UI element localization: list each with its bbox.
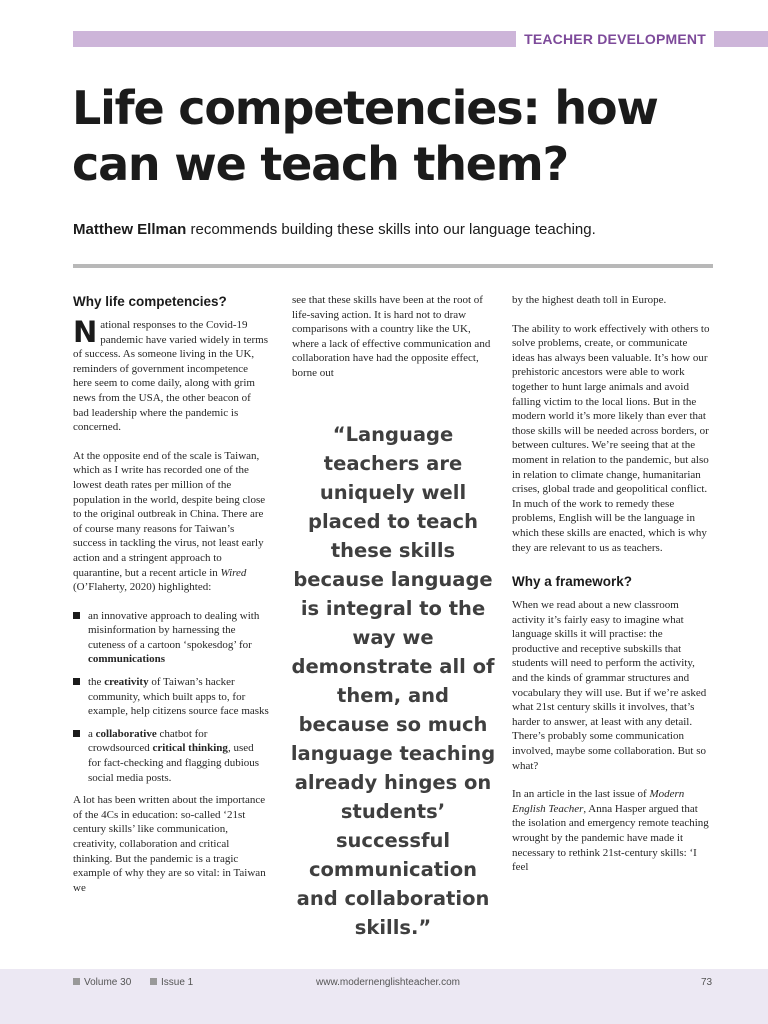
list-item: an innovative approach to dealing with misinformation by harnessing the cuteness of a cartoon ‘spokesdog’ for communications — [73, 609, 269, 667]
list-item: a collaborative chatbot for crowdsourced critical thinking, used for fact-checking and flagging dubious social media posts. — [73, 727, 269, 785]
column-3 — [512, 293, 712, 889]
paragraph: When we read about a new classroom activity it’s fairly easy to imagine what language skills it will practise: the productive and receptive subskills that students will need to perform the activity, and the kinds of grammar structures and vocabulary they will use. But if we’re asked what 21st century skills it involves, that’s harder to answer, at least with any detail. There’s probably some communication involved, maybe some collaboration. But so what? — [512, 599, 707, 772]
section-label: TEACHER DEVELOPMENT — [516, 30, 714, 48]
footer-volume: Volume 30 — [73, 977, 131, 989]
pull-quote: “Language teachers are uniquely well placed to teach these skills because language is integral to the way we demonstrate all of them, and because so much language teaching already hinges on students’ successful communication and collaboration skills.” — [290, 423, 496, 939]
drop-cap: N — [73, 315, 98, 349]
column-1 — [73, 293, 269, 909]
standfirst-text: recommends building these skills into our language teaching. — [186, 221, 596, 238]
page-number: 73 — [701, 977, 713, 988]
paragraph: see that these skills have been at the root of life-saving action. It is hard not to draw comparisons with a country like the UK, where a lack of effective communication and collaboration have had the opposite effect, borne out — [292, 294, 491, 379]
paragraph: National responses to the Covid-19 pandemic have varied widely in terms of success. As someone living in the UK, reminders of government incompetence here seem to come daily, along with grim news from the USA, the other beacon of bad leadership where the pandemic is concerned. — [73, 315, 268, 434]
square-bullet-icon — [73, 978, 80, 985]
paragraph: A lot has been written about the importance of the 4Cs in education: so-called ‘21st century skills’ like communication, creativity, collaboration and critical thinking. But the pandemic is a tragic example of why they are so vital: in Taiwan we — [73, 794, 266, 894]
section-heading: Why life competencies? — [73, 294, 227, 309]
column-2 — [292, 293, 492, 395]
magazine-name: Wired — [220, 566, 247, 579]
footer-issue: Issue 1 — [150, 977, 193, 989]
paragraph: by the highest death toll in Europe. — [512, 294, 667, 306]
section-heading: Why a framework? — [512, 574, 633, 590]
magazine-name: Modern English Teacher — [512, 788, 685, 815]
square-bullet-icon — [150, 978, 157, 985]
bullet-list — [73, 609, 269, 786]
article-title: Life competencies: how can we teach them? — [72, 81, 658, 191]
footer-url[interactable]: www.modernenglishteacher.com — [316, 977, 460, 988]
paragraph: At the opposite end of the scale is Taiwan, which as I write has recorded one of the lowest death rates per million of the population in the world, despite being close to the original outbreak in China. There are of course many reasons for Taiwan’s success in tackling the virus, not least early action and a stringent approach to quarantine, but a recent article in Wired (O’Flaherty, 2020) highlighted: — [73, 449, 266, 594]
author-name: Matthew Ellman — [73, 221, 187, 238]
title-divider — [73, 264, 713, 268]
standfirst — [73, 220, 733, 240]
paragraph: In an article in the last issue of Modern English Teacher, Anna Hasper argued that the isolation and emergency remote teaching wrought by the pandemic have made it necessary to rethink 21st-century skills: ‘I feel — [512, 788, 709, 874]
paragraph: The ability to work effectively with others to solve problems, create, or communicate ideas has always been valuable. It’s how our prehistoric ancestors were able to work together to hunt large animals and avoid falling victim to the local lions. But in the modern world it’s more likely than ever that those skills will be needed across borders, or between cultures. We’re seeing that at the moment in relation to the pandemic, but also in relation to climate change, humanitarian crises, global trade and geopolitical conflict. In much of the work to remedy these problems, English will be the language in which these skills are enacted, which is why they are relevant to us as teachers. — [512, 322, 710, 554]
list-item: the creativity of Taiwan’s hacker community, which built apps to, for example, help citizens source face masks — [73, 675, 269, 719]
